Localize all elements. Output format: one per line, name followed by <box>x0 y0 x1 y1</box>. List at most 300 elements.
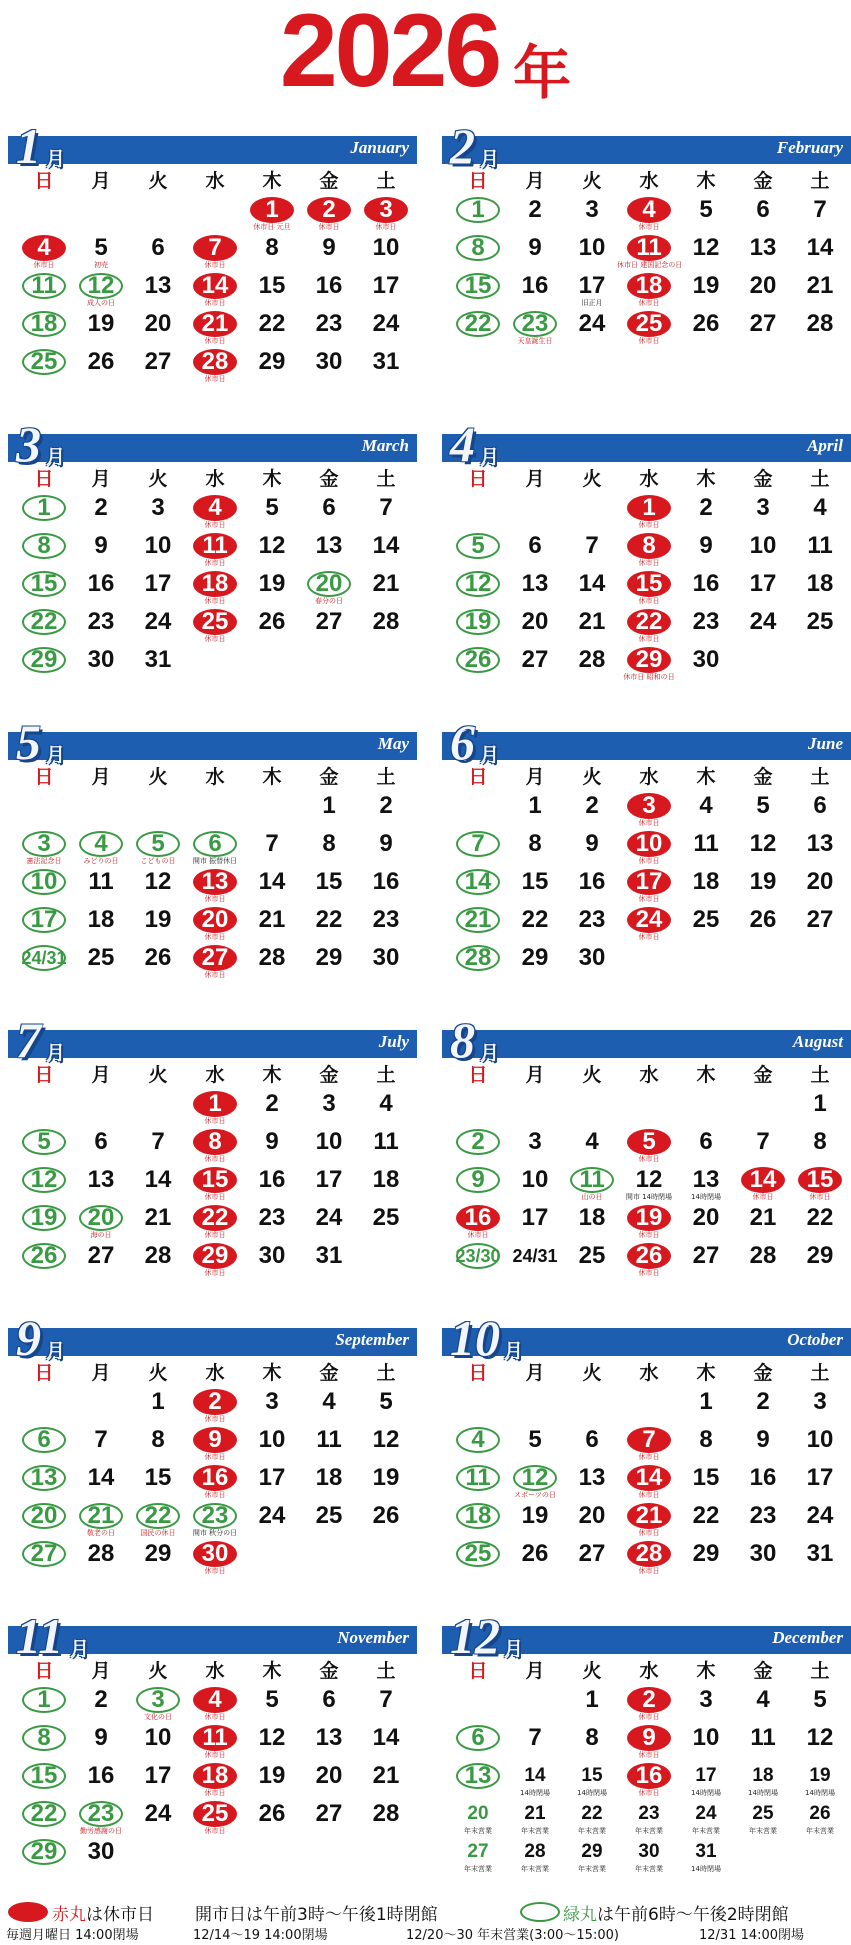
day-number: 7 <box>642 1426 656 1453</box>
day-number: 11 <box>807 532 833 559</box>
day-number: 7 <box>151 1128 165 1155</box>
day-note: 休市日 <box>638 1453 660 1461</box>
day-note: 勤労感謝の日 <box>80 1827 122 1835</box>
day-number: 11 <box>202 1724 228 1751</box>
day-number: 10 <box>749 532 777 559</box>
day-number: 18 <box>806 570 834 597</box>
day-note: 休市日 <box>638 337 660 345</box>
day-cell <box>792 491 848 529</box>
day-number: 27 <box>806 906 834 933</box>
day-number: 9 <box>94 532 108 559</box>
day-number: 31 <box>695 1841 717 1862</box>
day-number: 6 <box>756 196 770 223</box>
year-suffix: 年 <box>513 39 572 107</box>
weekday-label: 火 <box>148 766 168 788</box>
legend-open: 開市日は午前3時～午後1時閉館 <box>195 1905 438 1925</box>
day-number: 12 <box>372 1426 400 1453</box>
day-number: 24 <box>372 310 400 337</box>
day-cell <box>678 193 734 231</box>
day-number: 17 <box>521 1204 549 1231</box>
day-number: 14 <box>144 1166 172 1193</box>
day-cell <box>301 1721 357 1759</box>
day-number: 2 <box>265 1090 279 1117</box>
weekday-label: 月 <box>91 1362 111 1384</box>
day-cell <box>450 605 506 643</box>
day-number: 19 <box>635 1204 663 1231</box>
weekday-label: 月 <box>91 468 111 490</box>
day-number: 10 <box>692 1724 720 1751</box>
day-number: 14 <box>635 1464 663 1491</box>
month-header-bar <box>8 434 417 462</box>
day-number: 29 <box>692 1540 720 1567</box>
red-circle-icon <box>8 1902 48 1922</box>
day-number: 2 <box>208 1388 222 1415</box>
weekday-label: 金 <box>319 1064 339 1086</box>
day-number: 11 <box>693 830 719 857</box>
day-cell <box>73 1721 129 1759</box>
day-cell <box>621 307 677 345</box>
day-number: 18 <box>372 1166 400 1193</box>
day-number: 4 <box>322 1388 336 1415</box>
day-number: 10 <box>315 1128 343 1155</box>
day-cell <box>244 1721 300 1759</box>
day-cell <box>16 1797 72 1835</box>
month-name-en: May <box>377 734 409 753</box>
day-number: 28 <box>806 310 834 337</box>
day-cell <box>16 1125 72 1163</box>
month-panel <box>442 416 851 715</box>
day-number: 5 <box>699 196 713 223</box>
day-note: 年末営業 <box>521 1865 549 1873</box>
day-cell <box>617 231 683 269</box>
day-number: 19 <box>372 1464 400 1491</box>
legend-red-label: 赤丸 <box>52 1905 86 1925</box>
day-number: 29 <box>201 1242 229 1269</box>
day-number: 9 <box>585 830 599 857</box>
day-number: 6 <box>322 1686 336 1713</box>
day-cell <box>73 1125 129 1163</box>
month-header-bar <box>8 1030 417 1058</box>
day-cell <box>130 643 186 681</box>
weekday-label: 火 <box>582 1660 602 1682</box>
weekday-label: 土 <box>810 170 830 192</box>
day-number: 5 <box>37 1128 51 1155</box>
day-cell <box>16 1201 72 1239</box>
day-number: 4 <box>585 1128 599 1155</box>
month-name-en: June <box>808 734 843 753</box>
month-panel <box>442 1608 851 1907</box>
day-cell <box>564 529 620 567</box>
day-number: 1 <box>642 494 656 521</box>
day-cell <box>792 1423 848 1461</box>
day-number: 15 <box>258 272 286 299</box>
day-number: 17 <box>372 272 400 299</box>
day-note: 年末営業 <box>806 1827 834 1835</box>
day-number: 3 <box>528 1128 542 1155</box>
day-note: 開市 秋分の日 <box>192 1529 238 1537</box>
day-number: 6 <box>151 234 165 261</box>
day-cell <box>507 231 563 269</box>
day-number: 10 <box>578 234 606 261</box>
day-cell <box>187 567 243 605</box>
day-cell <box>564 1537 620 1575</box>
day-number: 29 <box>806 1242 834 1269</box>
day-number: 23 <box>638 1803 660 1824</box>
day-note: 休市日 <box>204 1713 226 1721</box>
day-number: 8 <box>585 1724 599 1751</box>
day-number: 25 <box>30 348 58 375</box>
day-number: 7 <box>585 532 599 559</box>
day-number: 9 <box>94 1724 108 1751</box>
day-cell <box>244 1797 300 1835</box>
day-cell <box>358 941 414 979</box>
day-number: 21 <box>464 906 492 933</box>
day-number: 23 <box>521 310 549 337</box>
day-number: 13 <box>806 830 834 857</box>
day-number: 14 <box>464 868 492 895</box>
day-cell <box>621 1125 677 1163</box>
month-panel <box>442 118 851 417</box>
day-note: 休市日 <box>204 597 226 605</box>
day-note: 休市日 <box>638 299 660 307</box>
day-number: 7 <box>471 830 485 857</box>
day-number: 26 <box>87 348 115 375</box>
day-cell <box>735 1423 791 1461</box>
day-cell <box>358 605 414 643</box>
day-cell <box>16 1683 72 1721</box>
weekday-label: 木 <box>696 1660 716 1682</box>
month-panel <box>442 1012 851 1311</box>
day-number: 14 <box>749 1166 777 1193</box>
day-number: 1 <box>208 1090 222 1117</box>
day-number: 3 <box>585 196 599 223</box>
day-number: 20 <box>87 1204 115 1231</box>
day-note: 休市日 <box>204 1269 226 1277</box>
day-note: 天皇誕生日 <box>517 337 553 345</box>
weekday-label: 金 <box>753 1660 773 1682</box>
day-number: 1 <box>699 1388 713 1415</box>
month-number: 6 <box>450 714 475 770</box>
day-number: 25 <box>201 1800 229 1827</box>
day-number: 28 <box>201 348 229 375</box>
day-number: 10 <box>372 234 400 261</box>
day-cell <box>450 193 506 231</box>
day-cell <box>564 269 620 307</box>
day-number: 15 <box>635 570 663 597</box>
day-number: 21 <box>578 608 606 635</box>
day-cell <box>450 827 506 865</box>
day-number: 1 <box>471 196 485 223</box>
weekday-label: 月 <box>525 1064 545 1086</box>
day-number: 11 <box>465 1464 491 1491</box>
day-number: 28 <box>87 1540 115 1567</box>
day-number: 15 <box>30 1762 58 1789</box>
day-cell <box>244 1759 300 1797</box>
day-cell <box>358 1683 414 1721</box>
day-number: 20 <box>578 1502 606 1529</box>
weekday-label: 土 <box>810 1362 830 1384</box>
weekday-label: 月 <box>525 170 545 192</box>
day-cell <box>678 567 734 605</box>
day-cell <box>507 1125 563 1163</box>
day-number: 12 <box>521 1464 549 1491</box>
day-cell <box>507 567 563 605</box>
day-note: 休市日 元旦 <box>253 223 291 231</box>
day-cell <box>564 1163 620 1201</box>
weekday-label: 日 <box>468 170 488 192</box>
day-number: 24 <box>144 1800 172 1827</box>
day-cell <box>130 307 186 345</box>
day-cell <box>130 605 186 643</box>
day-number: 14 <box>87 1464 115 1491</box>
day-number: 13 <box>692 1166 720 1193</box>
day-cell <box>564 1499 620 1537</box>
day-number: 30 <box>315 348 343 375</box>
day-cell <box>16 1721 72 1759</box>
day-cell <box>507 1759 563 1797</box>
day-number: 14 <box>578 570 606 597</box>
green-circle-icon <box>520 1902 560 1922</box>
day-number: 19 <box>30 1204 58 1231</box>
day-cell <box>735 1201 791 1239</box>
day-cell <box>621 605 677 643</box>
day-note: 休市日 <box>318 223 340 231</box>
day-number: 15 <box>581 1765 603 1786</box>
weekday-label: 月 <box>91 1660 111 1682</box>
day-cell <box>358 231 414 269</box>
day-number: 9 <box>528 234 542 261</box>
day-cell <box>187 345 243 383</box>
weekday-label: 土 <box>810 1660 830 1682</box>
day-number: 13 <box>201 868 229 895</box>
day-cell <box>130 1125 186 1163</box>
day-number: 26 <box>521 1540 549 1567</box>
day-note: 年末営業 <box>749 1827 777 1835</box>
day-number: 14 <box>524 1765 546 1786</box>
day-number: 4 <box>699 792 713 819</box>
day-cell <box>564 193 620 231</box>
day-cell <box>507 865 563 903</box>
month-number: 12 <box>450 1608 500 1664</box>
day-note: 休市日 <box>638 1231 660 1239</box>
day-cell <box>735 827 791 865</box>
day-number: 29 <box>30 1838 58 1865</box>
day-cell <box>621 1537 677 1575</box>
day-number: 22 <box>258 310 286 337</box>
day-number: 10 <box>258 1426 286 1453</box>
day-number: 28 <box>524 1841 546 1862</box>
day-number: 21 <box>372 570 400 597</box>
day-number: 16 <box>315 272 343 299</box>
day-number: 17 <box>144 1762 172 1789</box>
day-cell <box>73 1499 129 1537</box>
day-cell <box>73 903 129 941</box>
day-cell <box>301 789 357 827</box>
day-number: 16 <box>87 1762 115 1789</box>
day-cell <box>564 1423 620 1461</box>
day-cell <box>507 1201 563 1239</box>
day-cell <box>735 1385 791 1423</box>
day-cell <box>244 1423 300 1461</box>
day-number: 15 <box>315 868 343 895</box>
weekday-label: 金 <box>319 766 339 788</box>
day-cell <box>358 1797 414 1835</box>
day-number: 22 <box>30 1800 58 1827</box>
day-cell <box>358 789 414 827</box>
day-cell <box>16 1239 72 1277</box>
day-cell <box>621 1835 677 1873</box>
month-number: 11 <box>16 1608 64 1664</box>
weekday-label: 木 <box>696 170 716 192</box>
day-number: 5 <box>813 1686 827 1713</box>
day-note: 休市日 <box>638 1713 660 1721</box>
day-number: 25 <box>201 608 229 635</box>
day-number: 16 <box>201 1464 229 1491</box>
day-cell <box>130 1683 186 1721</box>
weekday-label: 土 <box>376 1660 396 1682</box>
day-cell <box>564 903 620 941</box>
day-number: 15 <box>806 1166 834 1193</box>
day-cell <box>792 1683 848 1721</box>
day-number: 24 <box>635 906 663 933</box>
day-cell <box>678 1499 734 1537</box>
day-number: 12 <box>144 868 172 895</box>
day-number: 14 <box>201 272 229 299</box>
day-number: 17 <box>315 1166 343 1193</box>
day-number: 24 <box>144 608 172 635</box>
day-cell <box>792 529 848 567</box>
day-note: 年末営業 <box>692 1827 720 1835</box>
day-note: 休市日 <box>638 1751 660 1759</box>
day-cell <box>301 529 357 567</box>
weekday-label: 水 <box>639 1064 659 1086</box>
day-cell <box>792 1721 848 1759</box>
day-number: 22 <box>806 1204 834 1231</box>
day-note: 休市日 <box>204 1155 226 1163</box>
day-cell <box>507 1721 563 1759</box>
day-cell <box>507 307 563 345</box>
day-number: 4 <box>208 1686 222 1713</box>
day-number: 3 <box>379 196 393 223</box>
day-cell <box>130 827 186 865</box>
day-number: 7 <box>208 234 222 261</box>
weekday-label: 月 <box>91 170 111 192</box>
day-number: 8 <box>37 1724 51 1751</box>
weekday-label: 日 <box>34 1660 54 1682</box>
weekday-label: 木 <box>262 766 282 788</box>
month-number: 9 <box>16 1310 41 1366</box>
day-number: 17 <box>578 272 606 299</box>
day-cell <box>792 1239 848 1277</box>
day-cell <box>678 1201 734 1239</box>
day-number: 23/30 <box>455 1246 501 1266</box>
day-number: 18 <box>201 570 229 597</box>
day-number: 6 <box>208 830 222 857</box>
month-header-bar <box>8 732 417 760</box>
day-cell <box>358 1125 414 1163</box>
weekday-label: 水 <box>205 1064 225 1086</box>
day-number: 3 <box>151 494 165 521</box>
day-note: 国民の休日 <box>140 1529 176 1537</box>
day-cell <box>187 827 243 865</box>
day-number: 27 <box>30 1540 58 1567</box>
day-number: 13 <box>578 1464 606 1491</box>
day-number: 11 <box>750 1724 776 1751</box>
day-number: 14 <box>372 532 400 559</box>
day-number: 11 <box>88 868 114 895</box>
day-number: 13 <box>749 234 777 261</box>
day-number: 29 <box>144 1540 172 1567</box>
day-cell <box>73 605 129 643</box>
day-cell <box>244 1125 300 1163</box>
day-cell <box>244 1239 300 1277</box>
day-cell <box>73 643 129 681</box>
day-number: 9 <box>265 1128 279 1155</box>
day-cell <box>564 231 620 269</box>
day-cell <box>301 903 357 941</box>
day-cell <box>621 1721 677 1759</box>
day-number: 11 <box>31 272 57 299</box>
day-cell <box>16 903 72 941</box>
day-number: 13 <box>315 1724 343 1751</box>
day-number: 18 <box>752 1765 774 1786</box>
day-number: 2 <box>94 494 108 521</box>
weekday-label: 火 <box>148 468 168 490</box>
weekday-label: 日 <box>34 1362 54 1384</box>
day-cell <box>507 529 563 567</box>
day-note: 年末営業 <box>635 1865 663 1873</box>
day-cell <box>507 1163 563 1201</box>
day-number: 16 <box>635 1762 663 1789</box>
day-cell <box>244 1087 300 1125</box>
weekday-label: 月 <box>91 1064 111 1086</box>
day-cell <box>621 193 677 231</box>
day-cell <box>507 1461 563 1499</box>
day-number: 27 <box>578 1540 606 1567</box>
day-number: 29 <box>315 944 343 971</box>
day-cell <box>301 827 357 865</box>
day-number: 6 <box>528 532 542 559</box>
day-note: 休市日 <box>638 1789 660 1797</box>
day-cell <box>187 1537 243 1575</box>
month-number: 1 <box>16 118 41 174</box>
day-cell <box>187 231 243 269</box>
weekday-label: 日 <box>34 766 54 788</box>
day-cell <box>301 1759 357 1797</box>
day-number: 17 <box>30 906 58 933</box>
day-number: 17 <box>635 868 663 895</box>
day-cell <box>73 1461 129 1499</box>
day-note: 年末営業 <box>578 1865 606 1873</box>
day-number: 12 <box>464 570 492 597</box>
day-cell <box>621 827 677 865</box>
month-name-en: October <box>787 1330 843 1349</box>
day-cell <box>358 307 414 345</box>
day-cell <box>73 529 129 567</box>
day-number: 24/31 <box>512 1246 558 1266</box>
day-number: 23 <box>692 608 720 635</box>
day-number: 2 <box>379 792 393 819</box>
day-number: 1 <box>528 792 542 819</box>
day-cell <box>187 1797 243 1835</box>
calendar-title <box>0 0 851 109</box>
day-note: 文化の日 <box>144 1713 172 1721</box>
day-number: 23 <box>749 1502 777 1529</box>
day-cell <box>678 231 734 269</box>
day-cell <box>73 307 129 345</box>
day-cell <box>244 1201 300 1239</box>
day-number: 22 <box>201 1204 229 1231</box>
